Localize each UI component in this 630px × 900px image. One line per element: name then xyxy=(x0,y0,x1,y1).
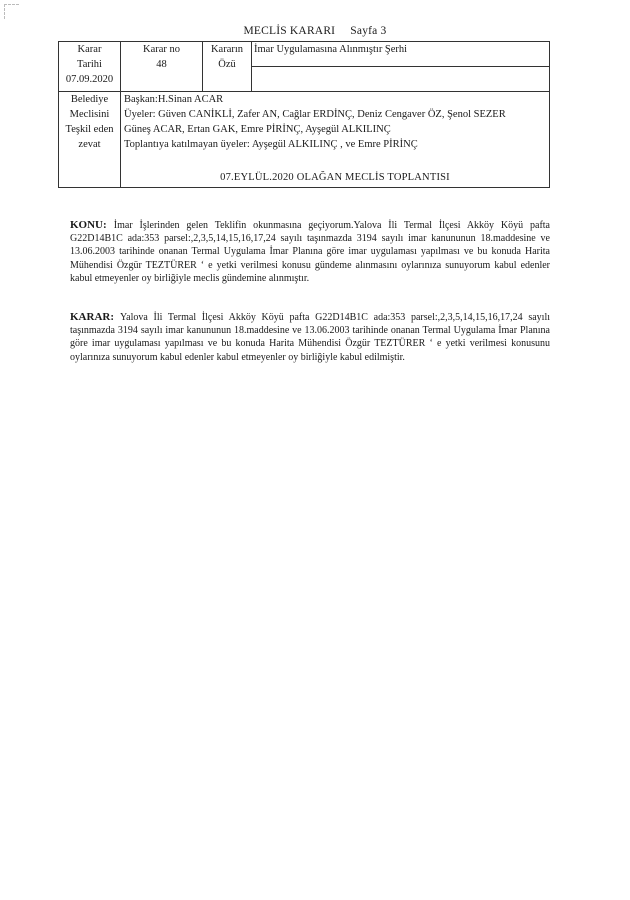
konu-section xyxy=(70,219,550,285)
council-label-2: Meclisini xyxy=(69,109,110,120)
council-label-3: Teşkil eden xyxy=(65,124,114,135)
decision-info-row xyxy=(59,42,550,92)
karar-text: Yalova İli Termal İlçesi Akköy Köyü pafta G22D14B1C ada:353 parsel:,2,3,5,14,15,16,17,24 sayılı taşınmazda 3194 sayılı imar kanununun 18.maddesine ve 13.06.2003 tarihinde onanan Termal Uygulama İmar Planına göre imar uygulaması yapılması ve bu konuda Harita Mühendisi Özgür TEZTÜRER ‘ e yetki verilmesi konusunu oylarınıza sunuyorum kabul edenler kabul etmeyenler oy birliğiyle kabul edilmiştir. xyxy=(70,312,551,363)
decision-date-label-2: Tarihi xyxy=(77,59,102,70)
council-label-4: zevat xyxy=(78,139,101,150)
council-label-1: Belediye xyxy=(70,94,109,105)
scan-corner-mark xyxy=(4,4,19,19)
page-header xyxy=(0,25,630,37)
council-members-cell xyxy=(121,92,550,188)
konu-heading: KONU: xyxy=(70,219,114,231)
decision-meta-table xyxy=(58,41,550,188)
document-title: MECLİS KARARI xyxy=(243,25,336,37)
decision-number-value: 48 xyxy=(156,59,167,70)
absent-members: Toplantıya katılmayan üyeler: Ayşegül ALKILINÇ , ve Emre PİRİNÇ xyxy=(124,139,418,150)
karar-heading: KARAR: xyxy=(70,311,120,323)
decision-number-cell xyxy=(121,42,203,92)
decision-summary-label: Kararın xyxy=(210,44,244,55)
decision-date-cell xyxy=(59,42,121,92)
decision-summary-label-2: Özü xyxy=(218,59,236,70)
page-number: Sayfa 3 xyxy=(350,25,387,37)
session-title: 07.EYLÜL.2020 OLAĞAN MECLİS TOPLANTISI xyxy=(220,172,450,183)
karar-section xyxy=(70,311,550,364)
decision-date-label: Karar xyxy=(77,44,102,55)
council-label-cell xyxy=(59,92,121,188)
decision-summary-label-cell xyxy=(203,42,252,92)
decision-date-value: 07.09.2020 xyxy=(65,74,114,85)
konu-text: İmar İşlerinden gelen Teklifin okunmasına geçiyorum.Yalova İli Termal İlçesi Akköy Köyü pafta G22D14B1C ada:353 parsel:,2,3,5,14,15,16,17,24 sayılı taşınmazda 3194 sayılı imar kanununun 18.maddesine ve 13.06.2003 tarihinde onanan Termal Uygulama İmar Planına göre imar uygulaması yapılması ve bu konuda Harita Mühendisi Özgür TEZTÜRER ‘ e yetki verilmesi konusu gündeme alınmasını oylarınıza sunuyorum kabul edenler kabul etmeyenler oy birliğiyle meclis gündemine alınmıştır. xyxy=(70,220,550,284)
decision-summary-value: İmar Uygulamasına Alınmıştır Şerhi xyxy=(252,42,549,67)
decision-summary-cell xyxy=(252,42,550,92)
decision-number-label: Karar no xyxy=(142,44,181,55)
council-row xyxy=(59,92,550,188)
council-members-line-1: Üyeler: Güven CANİKLİ, Zafer AN, Cağlar ERDİNÇ, Deniz Cengaver ÖZ, Şenol SEZER xyxy=(124,109,506,120)
council-president: Başkan:H.Sinan ACAR xyxy=(124,94,224,105)
council-members-line-2: Güneş ACAR, Ertan GAK, Emre PİRİNÇ, Ayşegül ALKILINÇ xyxy=(124,124,391,135)
